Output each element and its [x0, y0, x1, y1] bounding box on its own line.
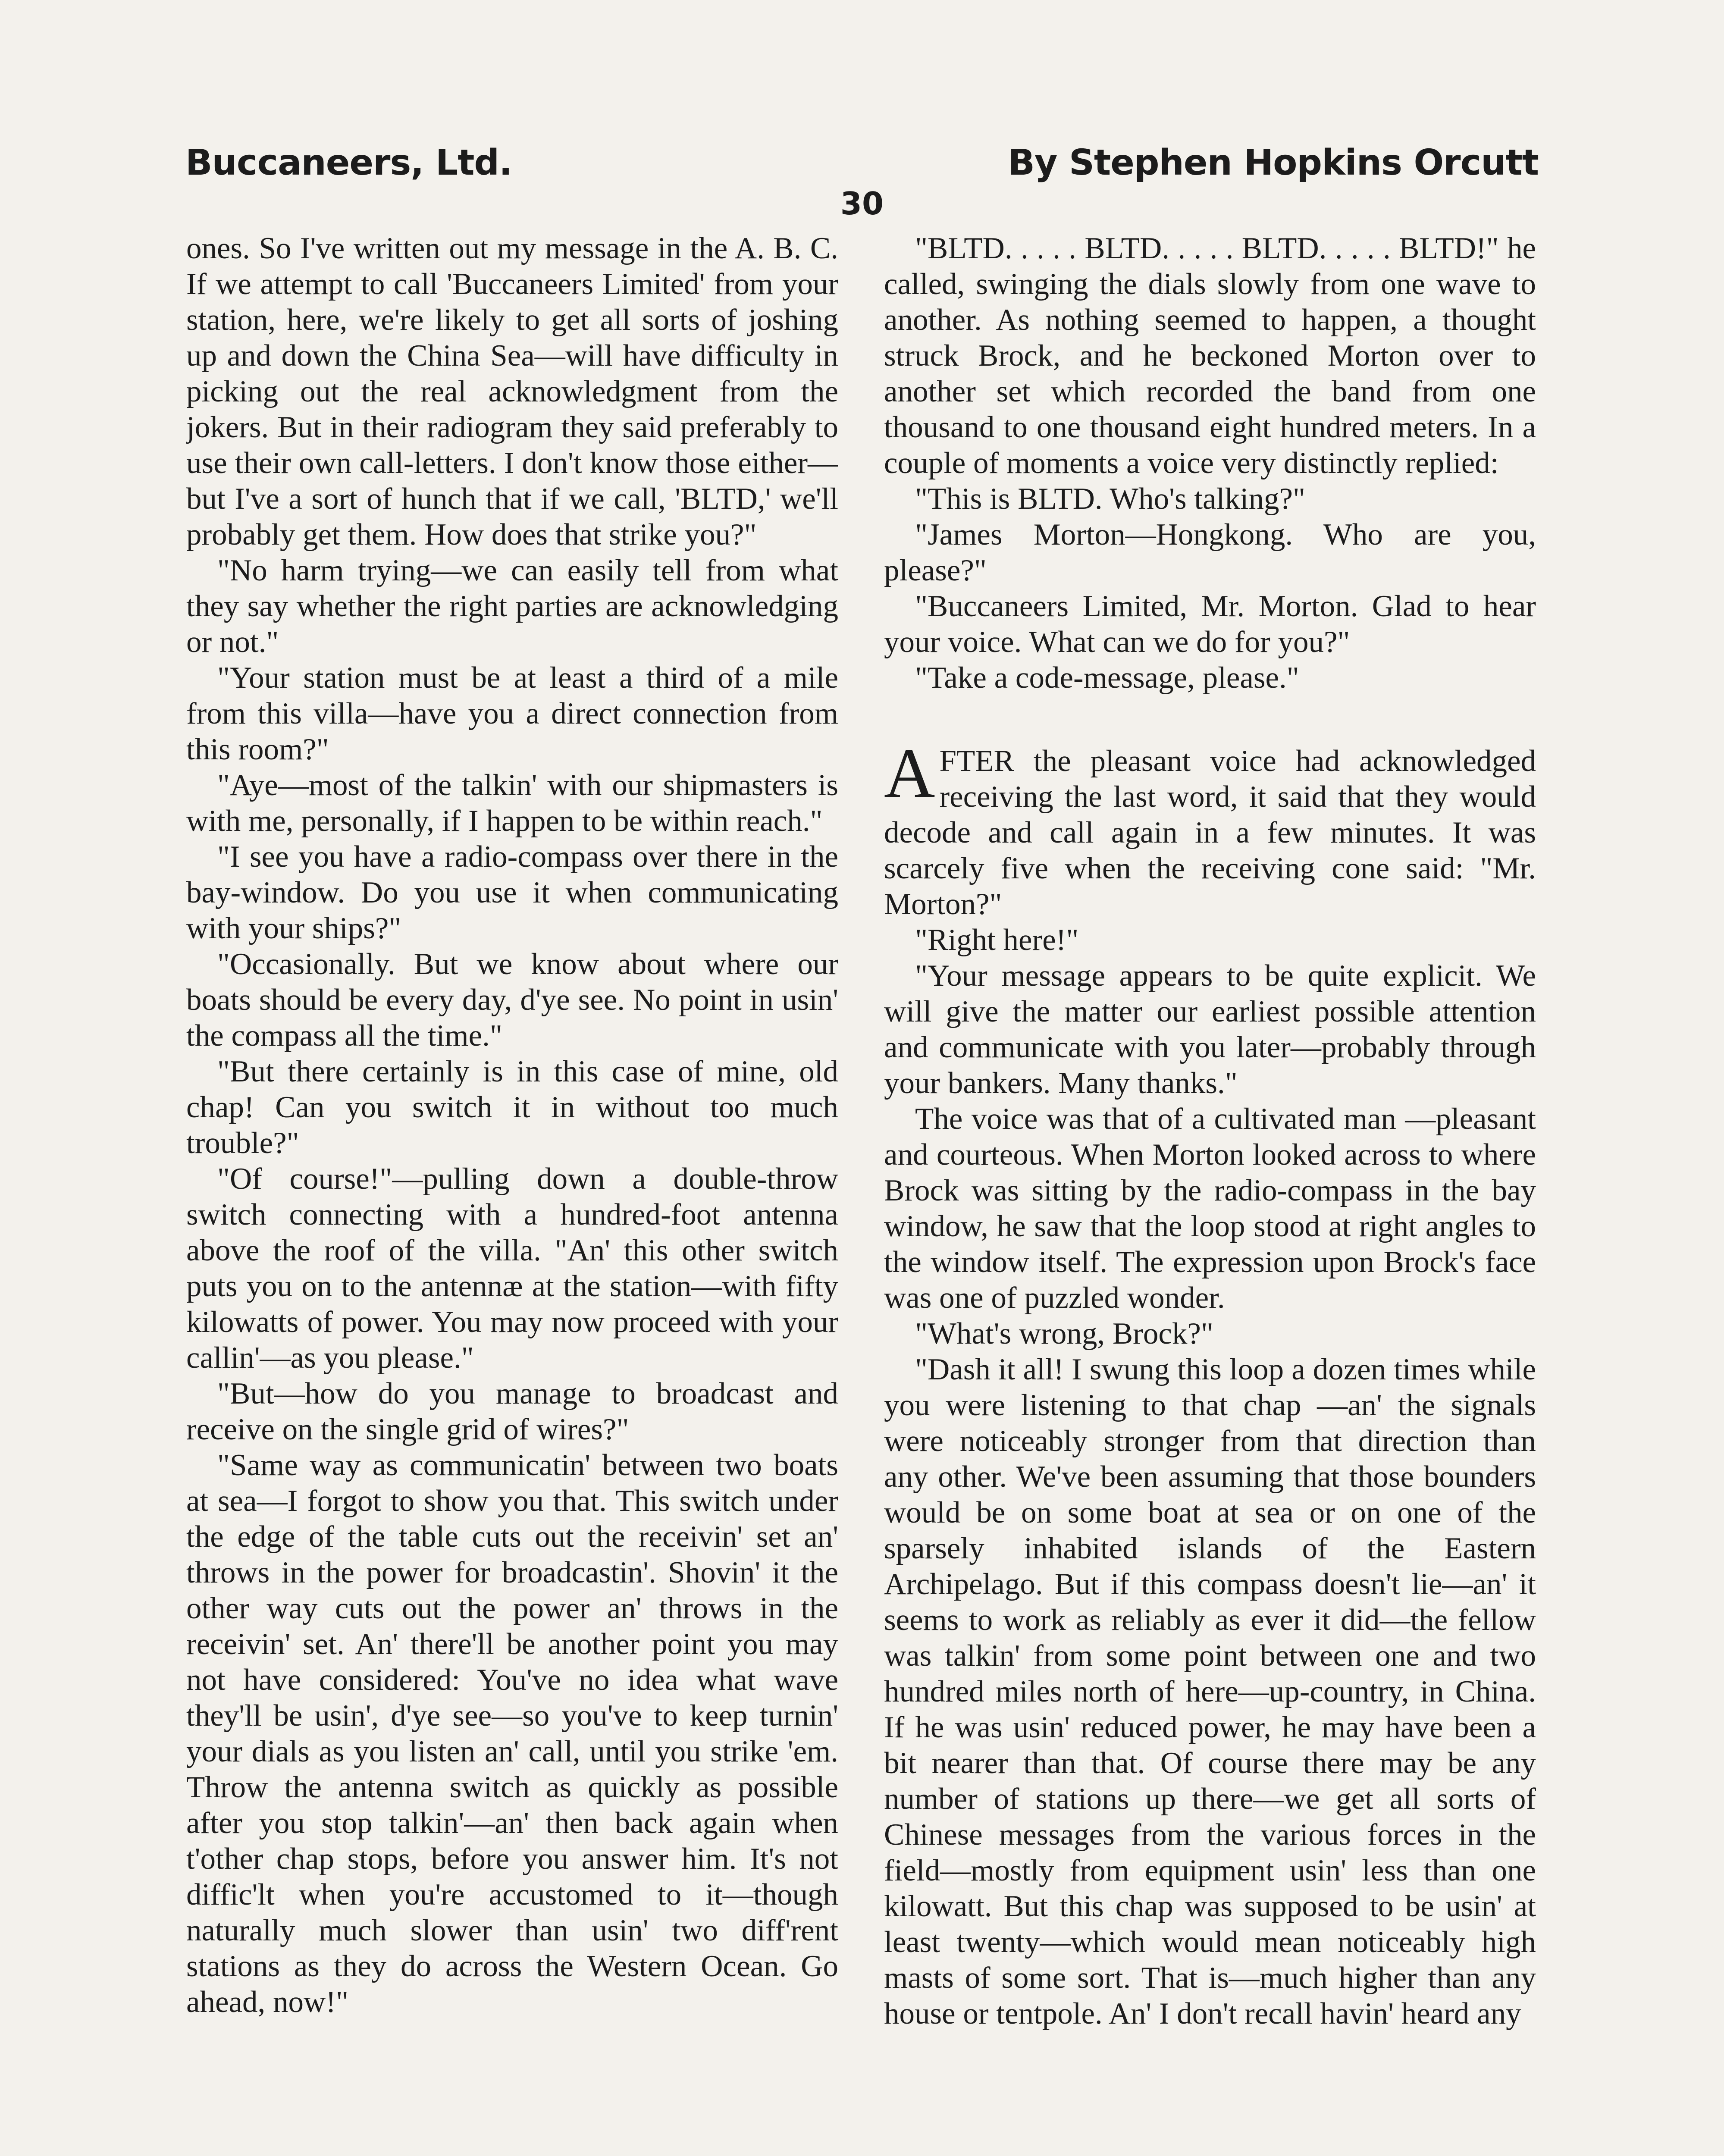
paragraph: "BLTD. . . . . BLTD. . . . . BLTD. . . . . BLTD!" he called, swinging the dials slowly from one wave to another. As nothing seemed to happen, a thought struck Brock, and he beckoned Morton over to another set which recorded the band from one thousand to one thousand eight hundred meters. In a couple of moments a voice very distinctly replied:	[884, 232, 1536, 480]
author-byline: By Stephen Hopkins Orcutt	[1008, 142, 1539, 183]
section-text: the pleasant voice had acknowledged receiving the last word, it said that they would decode and call again in a few minutes. It was scarcely five when the receiving cone said: "Mr. Morton?"	[884, 744, 1536, 921]
paragraph: "Right here!"	[915, 923, 1079, 957]
paragraph: "But—how do you manage to broadcast and receive on the single grid of wires?"	[186, 1377, 838, 1446]
small-caps-lead: FTER	[939, 744, 1015, 778]
paragraph: "Dash it all! I swung this loop a dozen times while you were listening to that chap —an' the signals were noticeably stronger from that direction than any other. We've been assuming that those bounders would be on some boat at sea or on one of the sparsely inhabited islands of the Eastern Archipelago. But if this compass doesn't lie—an' it seems to work as reliably as ever it did—the fellow was talkin' from some point between one and two hundred miles north of here—up-country, in China. If he was usin' reduced power, he may have been a bit nearer than that. Of course there may be any number of stations up there—we get all sorts of Chinese messages from the various forces in the field—mostly from equipment usin' less than one kilowatt. But this chap was supposed to be usin' at least twenty—which would mean noticeably high masts of some sort. That is—much higher than any house or tentpole. An' I don't recall havin' heard any	[884, 1353, 1536, 2031]
paragraph: "This is BLTD. Who's talking?"	[915, 482, 1306, 516]
paragraph: "Buccaneers Limited, Mr. Morton. Glad to hear your voice. What can we do for you?"	[884, 589, 1536, 659]
paragraph: "Your message appears to be quite explicit. We will give the matter our earliest possible attention and communicate with you later—probably through your bankers. Many thanks."	[884, 959, 1536, 1100]
paragraph: "What's wrong, Brock?"	[915, 1317, 1213, 1351]
paragraph: "Take a code-message, please."	[915, 661, 1299, 695]
paragraph: The voice was that of a cultivated man —pleasant and courteous. When Morton looked across to where Brock was sitting by the radio-compass in the bay window, he saw that the loop stood at right angles to the window itself. The expression upon Brock's face was one of puzzled wonder.	[884, 1102, 1536, 1315]
section-opening-paragraph	[884, 734, 1536, 922]
paragraph: "James Morton—Hongkong. Who are you, please?"	[884, 518, 1536, 587]
paragraph: "I see you have a radio-compass over there in the bay-window. Do you use it when communicating with your ships?"	[186, 840, 838, 945]
paragraph: "Same way as communicatin' between two boats at sea—I forgot to show you that. This switch under the edge of the table cuts out the receivin' set an' throws in the power for broadcastin'. Shovin' it the other way cuts out the power an' throws in the receivin' set. An' there'll be another point you may not have considered: You've no idea what wave they'll be usin', d'ye see—so you've to keep turnin' your dials as you listen an' call, until you strike 'em. Throw the antenna switch as quickly as possible after you stop talkin'—an' then back again when t'other chap stops, before you answer him. It's not diffic'lt when you're accustomed to it—though naturally much slower than usin' two diff'rent stations as they do across the Western Ocean. Go ahead, now!"	[186, 1448, 838, 2019]
right-column	[884, 231, 1536, 2156]
drop-cap: A	[884, 734, 935, 812]
paragraph: "Your station must be at least a third of a mile from this villa—have you a direct connection from this room?"	[186, 661, 838, 766]
paragraph: ones. So I've written out my message in the A. B. C. If we attempt to call 'Buccaneers Limited' from your station, here, we're likely to get all sorts of joshing up and down the China Sea—will have difficulty in picking out the real acknowledgment from the jokers. But in their radiogram they said preferably to use their own call-letters. I don't know those either—but I've a sort of hunch that if we call, 'BLTD,' we'll probably get them. How does that strike you?"	[186, 232, 838, 552]
story-title: Buccaneers, Ltd.	[185, 142, 512, 183]
paragraph: "Aye—most of the talkin' with our shipmasters is with me, personally, if I happen to be within reach."	[186, 768, 838, 838]
left-column	[186, 231, 838, 2156]
paragraph: "Of course!"—pulling down a double-throw switch connecting with a hundred-foot antenna above the roof of the villa. "An' this other switch puts you on to the antennæ at the station—with fifty kilowatts of power. You may now proceed with your callin'—as you please."	[186, 1162, 838, 1375]
paragraph: "But there certainly is in this case of mine, old chap! Can you switch it in without too much trouble?"	[186, 1055, 838, 1160]
page-number: 30	[840, 185, 884, 222]
paragraph: "No harm trying—we can easily tell from what they say whether the right parties are acknowledging or not."	[186, 554, 838, 659]
paragraph: "Occasionally. But we know about where our boats should be every day, d'ye see. No point in usin' the compass all the time."	[186, 947, 838, 1053]
